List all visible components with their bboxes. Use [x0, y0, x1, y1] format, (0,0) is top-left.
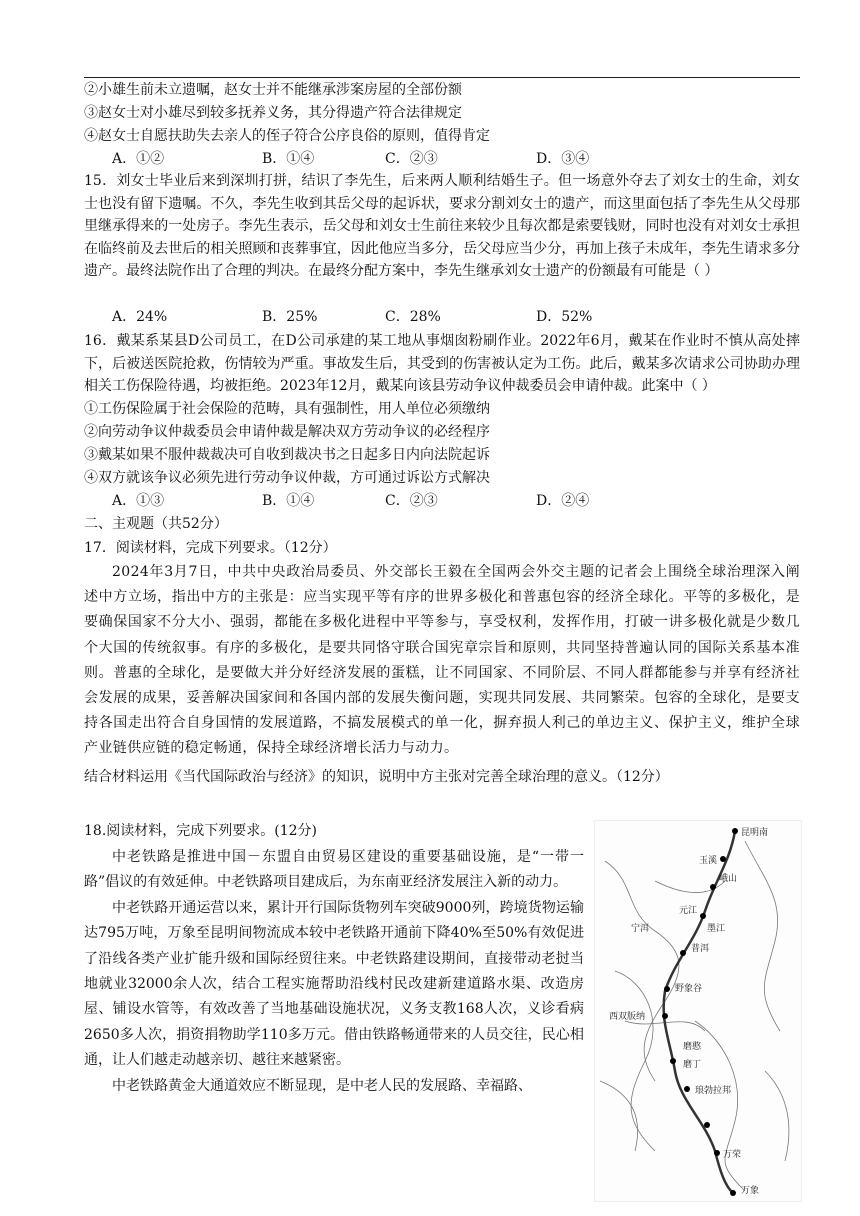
q16-statement-4: ④双方就该争议必须先进行劳动争议仲裁，方可通过诉讼方式解决 [84, 470, 490, 486]
q18-heading: 18.阅读材料，完成下列要求。(12分) [84, 823, 318, 839]
q16-option-b[interactable]: B．①④ [262, 493, 315, 509]
q14-option-c[interactable]: C．②③ [385, 151, 438, 167]
q16-statement-1: ①工伤保险属于社会保险的范畴，具有强制性，用人单位必须缴纳 [84, 401, 490, 417]
map-label-boten: 磨丁 [683, 1060, 702, 1070]
q16-stem: 16．戴某系某县D公司员工，在D公司承建的某工地从事烟囱粉刷作业。2022年6月，戴某在作业时不慎从高处摔下，后被送医院抢救，伤情较为严重。事故发生后，其受到的伤害被认定为工伤。此后，戴某多次请求公司协助办理相关工伤保险待遇，均被拒绝。2023年12月，戴某向该县劳动争议仲裁委员会申请仲裁。此案中（ ） [84, 333, 800, 395]
map-label-mohan: 磨憨 [683, 1042, 702, 1052]
q14-statement-3: ③赵女士对小雄尽到较多抚养义务，其分得遗产符合法律规定 [84, 105, 462, 121]
map-label-yexianggu: 野象谷 [675, 984, 703, 994]
q15-option-a[interactable]: A．24% [112, 309, 168, 325]
map-label-puer: 普洱 [691, 944, 710, 954]
q17-material-text: 2024年3月7日，中共中央政治局委员、外交部长王毅在全国两会外交主题的记者会上围绕全球治理深入阐述中方立场，指出中方的主张是：应当实现平等有序的世界多极化和普惠包容的经济全球化。平等的多极化，是要确保国家不分大小、强弱，都能在多极化进程中平等参与，享受权利，发挥作用，打破一讲多极化就是少数几个大国的传统叙事。有序的多极化，是要共同恪守联合国宪章宗旨和原则，共同坚持普遍认同的国际关系基本准则。普惠的全球化，是要做大并分好经济发展的蛋糕，让不同国家、不同阶层、不同人群都能参与并享有经济社会发展的成果，妥善解决国家间和各国内部的发展失衡问题，实现共同发展、共同繁荣。包容的全球化，是要支持各国走出符合自身国情的发展道路，不搞发展模式的单一化，摒弃损人利己的单边主义、保护主义，维护全球产业链供应链的稳定畅通，保持全球经济增长活力与动力。 [84, 564, 800, 757]
q14-option-b[interactable]: B．①④ [262, 151, 315, 167]
q15-stem: 15．刘女士毕业后来到深圳打拼，结识了李先生，后来两人顺利结婚生子。但一场意外夺去了刘女士的生命，刘女士也没有留下遗嘱。不久，李先生收到其岳父母的起诉状，要求分割刘女士的遗产，而这里面包括了李先生从父母那里继承得来的一处房子。李先生表示，岳父母和刘女士生前往来较少且每次都是索要钱财，同时也没有对刘女士承担在临终前及去世后的相关照顾和丧葬事宜，因此他应当多分，岳父母应当少分，再加上孩子未成年，李先生请求多分遗产。最终法院作出了合理的判决。在最终分配方案中，李先生继承刘女士遗产的份额最有可能是（ ） [84, 173, 800, 280]
map-label-vangvieng: 万荣 [723, 1150, 742, 1160]
q17-material [84, 560, 800, 762]
q16-statement-2: ②向劳动争议仲裁委员会申请仲裁是解决双方劳动争议的必经程序 [84, 424, 490, 440]
map-label-xishuangbanna: 西双版纳 [609, 1012, 646, 1022]
q14-option-d[interactable]: D．③④ [536, 151, 590, 167]
q18-paragraph-1: 中老铁路是推进中国－东盟自由贸易区建设的重要基础设施，是“一带一路”倡议的有效延伸。中老铁路项目建成后，为东南亚经济发展注入新的动力。 [84, 849, 584, 891]
map-label-yuanjiang: 元江 [679, 906, 698, 916]
q17-heading: 17．阅读材料，完成下列要求。（12分） [84, 540, 337, 556]
q17-task: 结合材料运用《当代国际政治与经济》的知识，说明中方主张对完善全球治理的意义。（12分） [84, 769, 669, 785]
map-label-vientiane: 万象 [741, 1186, 760, 1196]
section-heading: 二、主观题（共52分） [84, 516, 228, 532]
map-label-eshan: 峨山 [719, 874, 738, 884]
q18-paragraph-2: 中老铁路开通运营以来，累计开行国际货物列车突破9000列，跨境货物运输达795万吨，万象至昆明间物流成本较中老铁路开通前下降40%至50%有效促进了沿线各类产业扩能升级和国际经贸往来。中老铁路建设期间，直接带动老挝当地就业32000余人次，结合工程实施帮助沿线村民改建新建道路水渠、改造房屋、铺设水管等，有效改善了当地基础设施状况，义务支教168人次，义诊看病2650多人次，捐资捐物助学110多万元。借由铁路畅通带来的人员交往，民心相通，让人们越走动越亲切、越往来越紧密。 [84, 899, 584, 1069]
q15-option-d[interactable]: D．52% [536, 309, 593, 325]
q15-option-b[interactable]: B．25% [262, 309, 318, 325]
q14-option-a[interactable]: A．①② [112, 151, 165, 167]
map-label-mojiang: 墨江 [707, 924, 726, 934]
railway-line [664, 831, 738, 1193]
q18-paragraph-3: 中老铁路黄金大通道效应不断显现，是中老人民的发展路、幸福路、 [112, 1077, 532, 1094]
q16-option-d[interactable]: D．②④ [536, 493, 590, 509]
map-label-kunming: 昆明南 [741, 828, 769, 838]
map-label-yuxi: 玉溪 [699, 856, 718, 866]
q18-material [84, 845, 584, 1099]
q14-statement-2: ②小雄生前未立遗嘱，赵女士并不能继承涉案房屋的全部份额 [84, 82, 462, 98]
top-rule [84, 77, 800, 78]
q14-statement-4: ④赵女士自愿扶助失去亲人的侄子符合公序良俗的原则，值得肯定 [84, 128, 490, 144]
q16-statement-3: ③戴某如果不服仲裁裁决可自收到裁决书之日起多日内向法院起诉 [84, 447, 490, 463]
q15-option-c[interactable]: C．28% [385, 309, 441, 325]
map-label-ninger: 宁洱 [631, 924, 650, 934]
china-laos-railway-map [594, 820, 802, 1202]
map-label-luangprabang: 琅勃拉邦 [695, 1086, 732, 1096]
q16-option-c[interactable]: C．②③ [385, 493, 438, 509]
railway-map-figure [595, 821, 801, 1201]
q16-option-a[interactable]: A．①③ [112, 493, 165, 509]
